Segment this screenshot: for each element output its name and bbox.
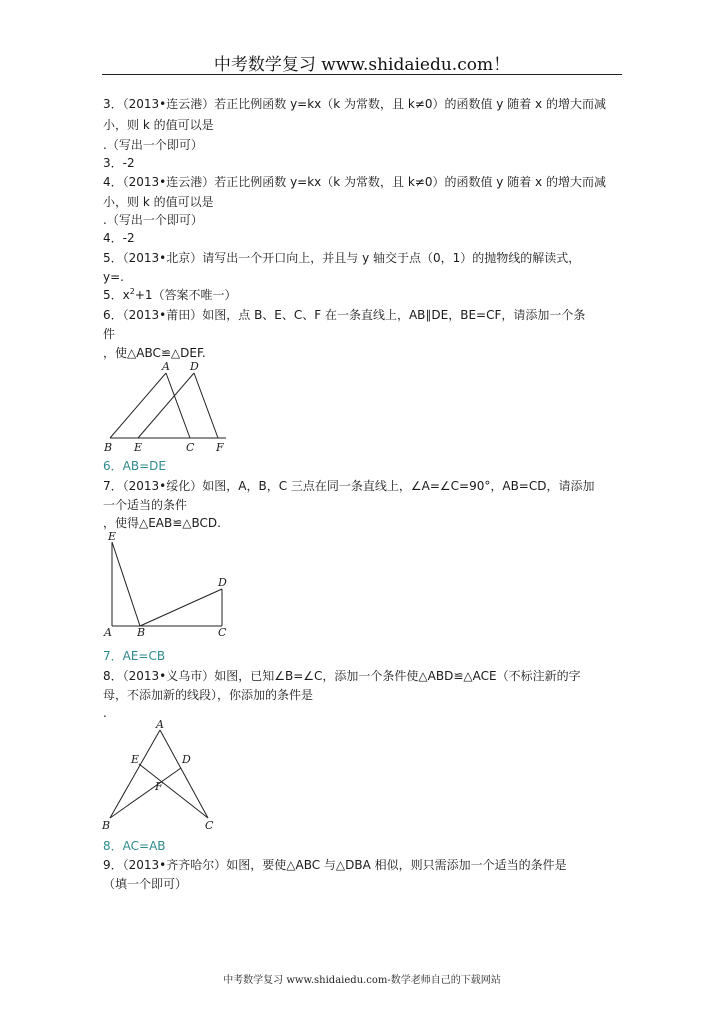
- header-rule: [102, 74, 622, 75]
- figure-q6: [100, 358, 240, 456]
- fig8-segment-AC: [160, 730, 208, 818]
- page-footer: 中考数学复习 www.shidaiedu.com-数学老师自己的下载网站: [223, 975, 501, 986]
- fig7-segment-BD: [140, 589, 222, 626]
- q8-line2: 母，不添加新的线段），你添加的条件是: [103, 688, 314, 702]
- q8-line3: .: [103, 706, 107, 720]
- fig6-segment-DE: [138, 373, 194, 438]
- q4-line1: 4．（2013•连云港）若正比例函数 y=kx（k 为常数，且 k≠0）的函数值 y 随着 x 的增大而减: [103, 175, 606, 189]
- q6-line2: 件: [103, 327, 116, 341]
- fig8-label-E: E: [131, 753, 140, 766]
- figure-q8-svg: [100, 716, 230, 834]
- q9-line1: 9．（2013•齐齐哈尔）如图，要使△ABC 与△DBA 相似，则只需添加一个适当的条件是: [103, 858, 567, 872]
- a7-answer: 7．AE=CB: [103, 649, 166, 663]
- fig8-label-B: B: [102, 819, 111, 832]
- fig6-segment-DF: [194, 373, 218, 438]
- q5-line1: 5．（2013•北京）请写出一个开口向上，并且与 y 轴交于点（0，1）的抛物线的解读式，: [103, 251, 581, 265]
- q4-line3: .（写出一个即可）: [103, 213, 203, 227]
- q3-line1: 3．（2013•连云港）若正比例函数 y=kx（k 为常数，且 k≠0）的函数值 y 随着 x 的增大而减: [103, 97, 606, 111]
- q5-line2: y=.: [103, 270, 124, 284]
- q7-line1: 7．（2013•绥化）如图，A，B，C 三点在同一条直线上，∠A=∠C=90°，AB=CD，请添加: [103, 479, 595, 493]
- a5-prefix: 5．x: [103, 288, 130, 302]
- fig8-label-C: C: [205, 819, 214, 832]
- a6-answer: 6．AB=DE: [103, 459, 166, 473]
- fig6-label-B: B: [104, 441, 113, 454]
- fig7-segment-EB: [112, 542, 140, 626]
- a5-answer: [103, 287, 237, 303]
- figure-q7-svg: [100, 528, 240, 640]
- q7-line3: ，使得△EAB≌△BCD.: [103, 516, 221, 530]
- figure-q8: [100, 716, 230, 834]
- fig8-label-D: D: [182, 753, 191, 766]
- a3-answer: 3．-2: [103, 156, 135, 170]
- q4-line2: 小，则 k 的值可以是: [103, 195, 214, 209]
- fig6-segment-AC: [166, 373, 190, 438]
- figure-q6-svg: [100, 358, 240, 456]
- fig7-label-C: C: [218, 626, 227, 639]
- a5-suffix: +1（答案不唯一）: [134, 288, 237, 302]
- fig6-label-A: A: [162, 360, 170, 373]
- fig8-label-F: F: [155, 780, 163, 793]
- q3-line2: 小，则 k 的值可以是: [103, 118, 214, 132]
- figure-q7: [100, 528, 240, 640]
- a5-sup: 2: [129, 287, 135, 296]
- a8-answer: 8．AC=AB: [103, 839, 166, 853]
- a4-answer: 4．-2: [103, 231, 135, 245]
- fig6-label-C: C: [186, 441, 195, 454]
- fig7-label-B: B: [137, 626, 146, 639]
- fig8-label-A: A: [156, 718, 164, 731]
- fig6-label-E: E: [134, 441, 143, 454]
- fig8-segment-CE: [139, 764, 208, 818]
- q6-line3: ，使△ABC≌△DEF.: [103, 346, 206, 360]
- fig6-label-F: F: [216, 441, 224, 454]
- q7-line2: 一个适当的条件: [103, 498, 188, 512]
- q9-line2: （填一个即可）: [103, 877, 188, 891]
- fig8-segment-BD: [110, 768, 181, 818]
- fig6-segment-AB: [110, 373, 166, 438]
- q3-line3: .（写出一个即可）: [103, 138, 203, 152]
- fig7-label-E: E: [108, 530, 117, 543]
- q6-line1: 6．（2013•莆田）如图，点 B、E、C、F 在一条直线上，AB∥DE，BE=CF，请添加一个条: [103, 308, 586, 322]
- page-header-title: 中考数学复习 www.shidaiedu.com！: [213, 55, 511, 75]
- fig7-label-D: D: [218, 576, 227, 589]
- fig6-label-D: D: [190, 360, 199, 373]
- q8-line1: 8．（2013•义乌市）如图，已知∠B=∠C，添加一个条件使△ABD≌△ACE（不标注新的字: [103, 669, 581, 683]
- fig7-label-A: A: [104, 626, 112, 639]
